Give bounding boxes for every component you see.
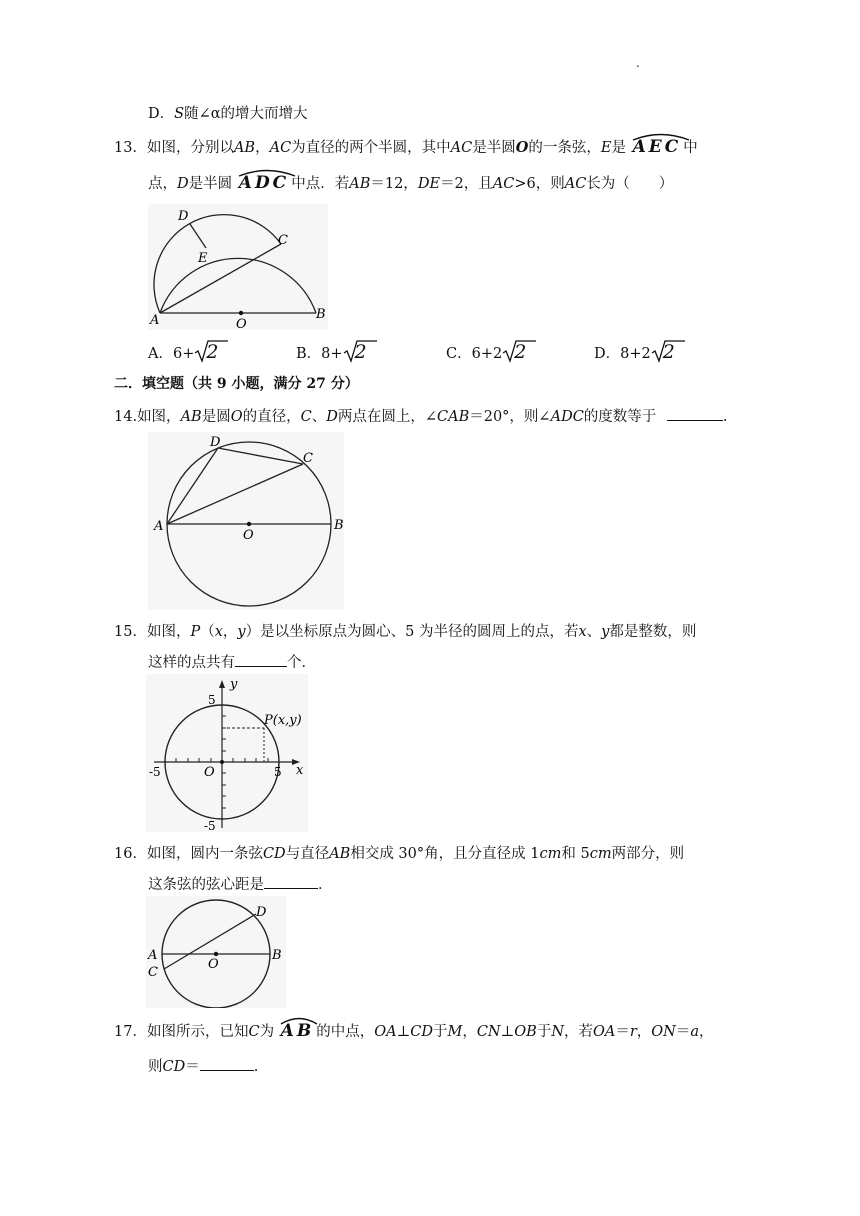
label-a: A [154, 519, 164, 534]
q13-option-c: C．6+2 2 [446, 342, 526, 363]
label-d: D [178, 209, 189, 224]
label-e: E [198, 251, 208, 266]
label-p: P(x,y) [264, 713, 302, 728]
q13-option-b: B．8+ 2 [296, 342, 367, 363]
q15-figure [146, 674, 308, 832]
q15-stem-line2: 这样的点共有 个． [148, 652, 316, 673]
q13-stem-line1: 13．如图，分别以AB，AC为直径的两个半圆，其中AC是半圆O的一条弦，E是 AEC 中 [114, 138, 698, 158]
label-five-right: 5 [274, 765, 282, 779]
header-dot: . [636, 56, 640, 70]
point-o [214, 952, 218, 956]
q16-stem-line2: 这条弦的弦心距是 ． [148, 874, 333, 895]
q13-option-d: D．8+2 2 [594, 342, 675, 363]
label-a: A [150, 313, 160, 328]
label-c: C [303, 451, 313, 466]
label-neg-five-left: -5 [149, 765, 161, 779]
q17-stem-line2: 则CD＝ . [148, 1056, 258, 1077]
q16-answer-blank[interactable] [264, 874, 318, 889]
label-o: O [208, 957, 219, 972]
point-o [247, 522, 251, 526]
q12-option-d: D．S随∠α的增大而增大 [148, 106, 308, 122]
q14-figure [148, 432, 344, 610]
label-x: x [296, 763, 304, 778]
q17-stem-line1: 17．如图所示，已知C为 AB 的中点，OA⊥CD于M，CN⊥OB于N，若OA＝r，ON＝a， [114, 1022, 714, 1042]
label-b: B [334, 518, 344, 533]
label-five-top: 5 [208, 693, 216, 707]
q14-stem: 14.如图，AB是圆O的直径，C、D两点在圆上，∠CAB＝20°，则∠ADC的度数等于 . [114, 406, 728, 427]
label-b: B [316, 307, 326, 322]
q14-answer-blank[interactable] [667, 406, 723, 421]
label-neg-five-bottom: -5 [204, 819, 216, 832]
label-c: C [278, 233, 288, 248]
label-d: D [210, 435, 221, 450]
label-a: A [148, 948, 158, 963]
section-heading: 二．填空题（共 9 小题，满分 27 分） [114, 376, 359, 392]
label-d: D [256, 905, 267, 920]
q16-figure [146, 896, 286, 1008]
q15-stem-line1: 15．如图，P（x，y）是以坐标原点为圆心、5 为半径的圆周上的点，若x、y都是整数，则 [114, 624, 697, 640]
arc-adc: ADC [237, 174, 291, 192]
arc-aec: AEC [631, 138, 684, 156]
label-y: y [230, 677, 238, 692]
label-o: O [236, 317, 247, 330]
origin-point [220, 760, 224, 764]
q15-answer-blank[interactable] [235, 652, 287, 667]
label-o: O [243, 528, 254, 543]
arc-ab: AB [279, 1022, 317, 1040]
point-o [239, 311, 243, 315]
label-b: B [272, 948, 282, 963]
q17-answer-blank[interactable] [200, 1056, 254, 1071]
label-o: O [204, 765, 215, 780]
label-c: C [148, 965, 158, 980]
q13-option-a: A．6+ 2 [148, 342, 218, 363]
q13-figure [148, 204, 328, 330]
q13-stem-line2: 点，D是半圆 ADC 中点．若AB＝12，DE＝2，且AC>6，则AC长为（ ） [148, 174, 673, 194]
q16-stem-line1: 16．如图，圆内一条弦CD与直径AB相交成 30°角，且分直径成 1cm和 5cm两部分，则 [114, 846, 685, 862]
